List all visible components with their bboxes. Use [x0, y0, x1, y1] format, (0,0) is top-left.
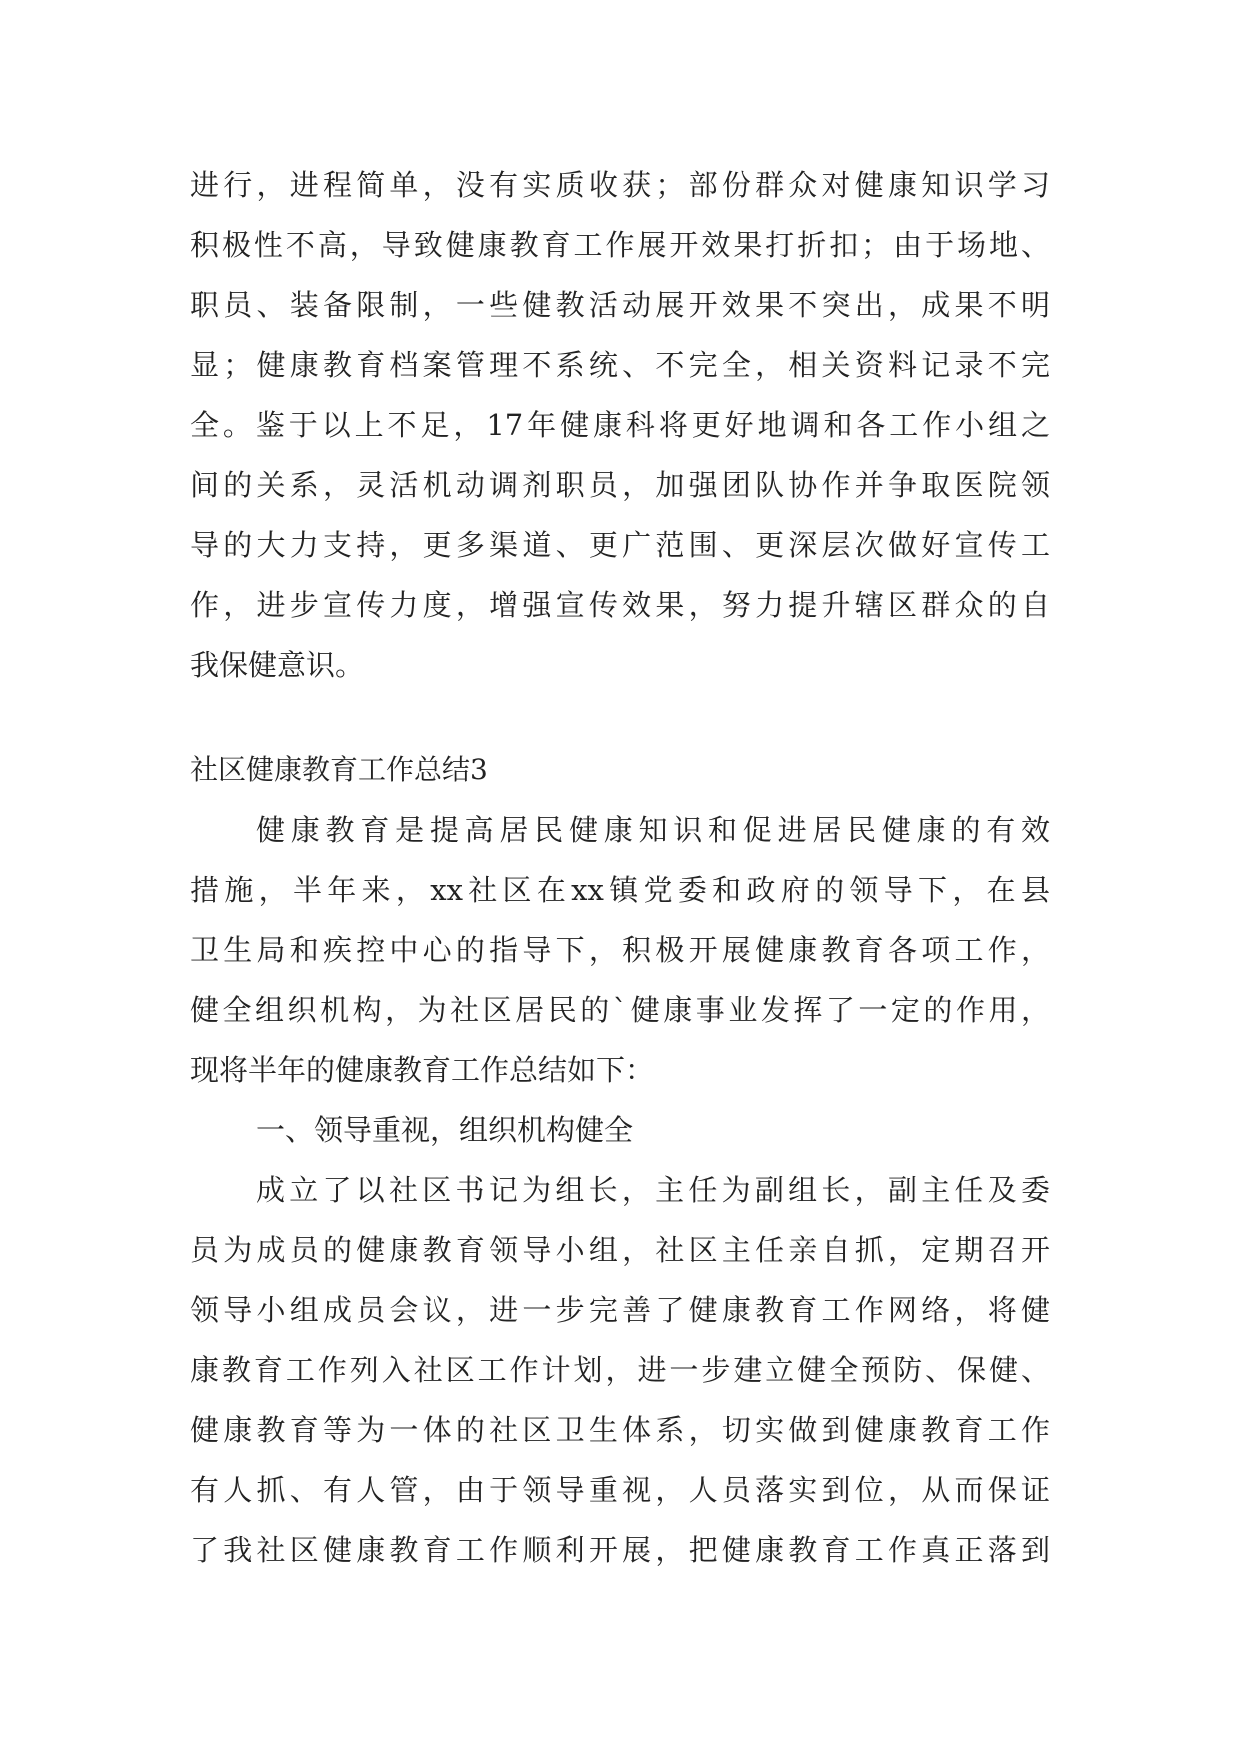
text-line: 间的关系，灵活机动调剂职员，加强团队协作并争取医院领: [190, 468, 1050, 502]
text-line: 健康教育是提高居民健康知识和促进居民健康的有效: [256, 813, 1050, 847]
text-line: 员为成员的健康教育领导小组，社区主任亲自抓，定期召开: [190, 1233, 1050, 1267]
text-line: 健全组织机构，为社区居民的`健康事业发挥了一定的作用，: [190, 993, 1050, 1027]
text-line: 职员、装备限制，一些健教活动展开效果不突出，成果不明: [190, 288, 1050, 322]
text-line: 领导小组成员会议，进一步完善了健康教育工作网络，将健: [190, 1293, 1050, 1327]
text-line: 导的大力支持，更多渠道、更广范围、更深层次做好宣传工: [190, 528, 1050, 562]
text-line: 现将半年的健康教育工作总结如下：: [190, 1053, 655, 1087]
text-line: 有人抓、有人管，由于领导重视，人员落实到位，从而保证: [190, 1473, 1050, 1507]
subheading: 一、领导重视，组织机构健全: [256, 1113, 634, 1147]
text-line: 康教育工作列入社区工作计划，进一步建立健全预防、保健、: [190, 1353, 1050, 1387]
section-title: 社区健康教育工作总结3: [190, 753, 488, 786]
text-line: 作，进步宣传力度，增强宣传效果，努力提升辖区群众的自: [190, 588, 1050, 622]
text-line: 健康教育等为一体的社区卫生体系，切实做到健康教育工作: [190, 1413, 1050, 1447]
text-line: 了我社区健康教育工作顺利开展，把健康教育工作真正落到: [190, 1533, 1050, 1567]
text-line: 成立了以社区书记为组长，主任为副组长，副主任及委: [256, 1173, 1050, 1207]
text-line: 我保健意识。: [190, 648, 365, 682]
text-line: 进行，进程简单，没有实质收获；部份群众对健康知识学习: [190, 168, 1050, 202]
text-line: 积极性不高，导致健康教育工作展开效果打折扣；由于场地、: [190, 228, 1050, 262]
text-line: 措施，半年来，xx社区在xx镇党委和政府的领导下，在县: [190, 873, 1050, 907]
text-line: 显；健康教育档案管理不系统、不完全，相关资料记录不完: [190, 348, 1050, 382]
text-line: 全。鉴于以上不足，17年健康科将更好地调和各工作小组之: [190, 408, 1050, 442]
text-line: 卫生局和疾控中心的指导下，积极开展健康教育各项工作，: [190, 933, 1050, 967]
